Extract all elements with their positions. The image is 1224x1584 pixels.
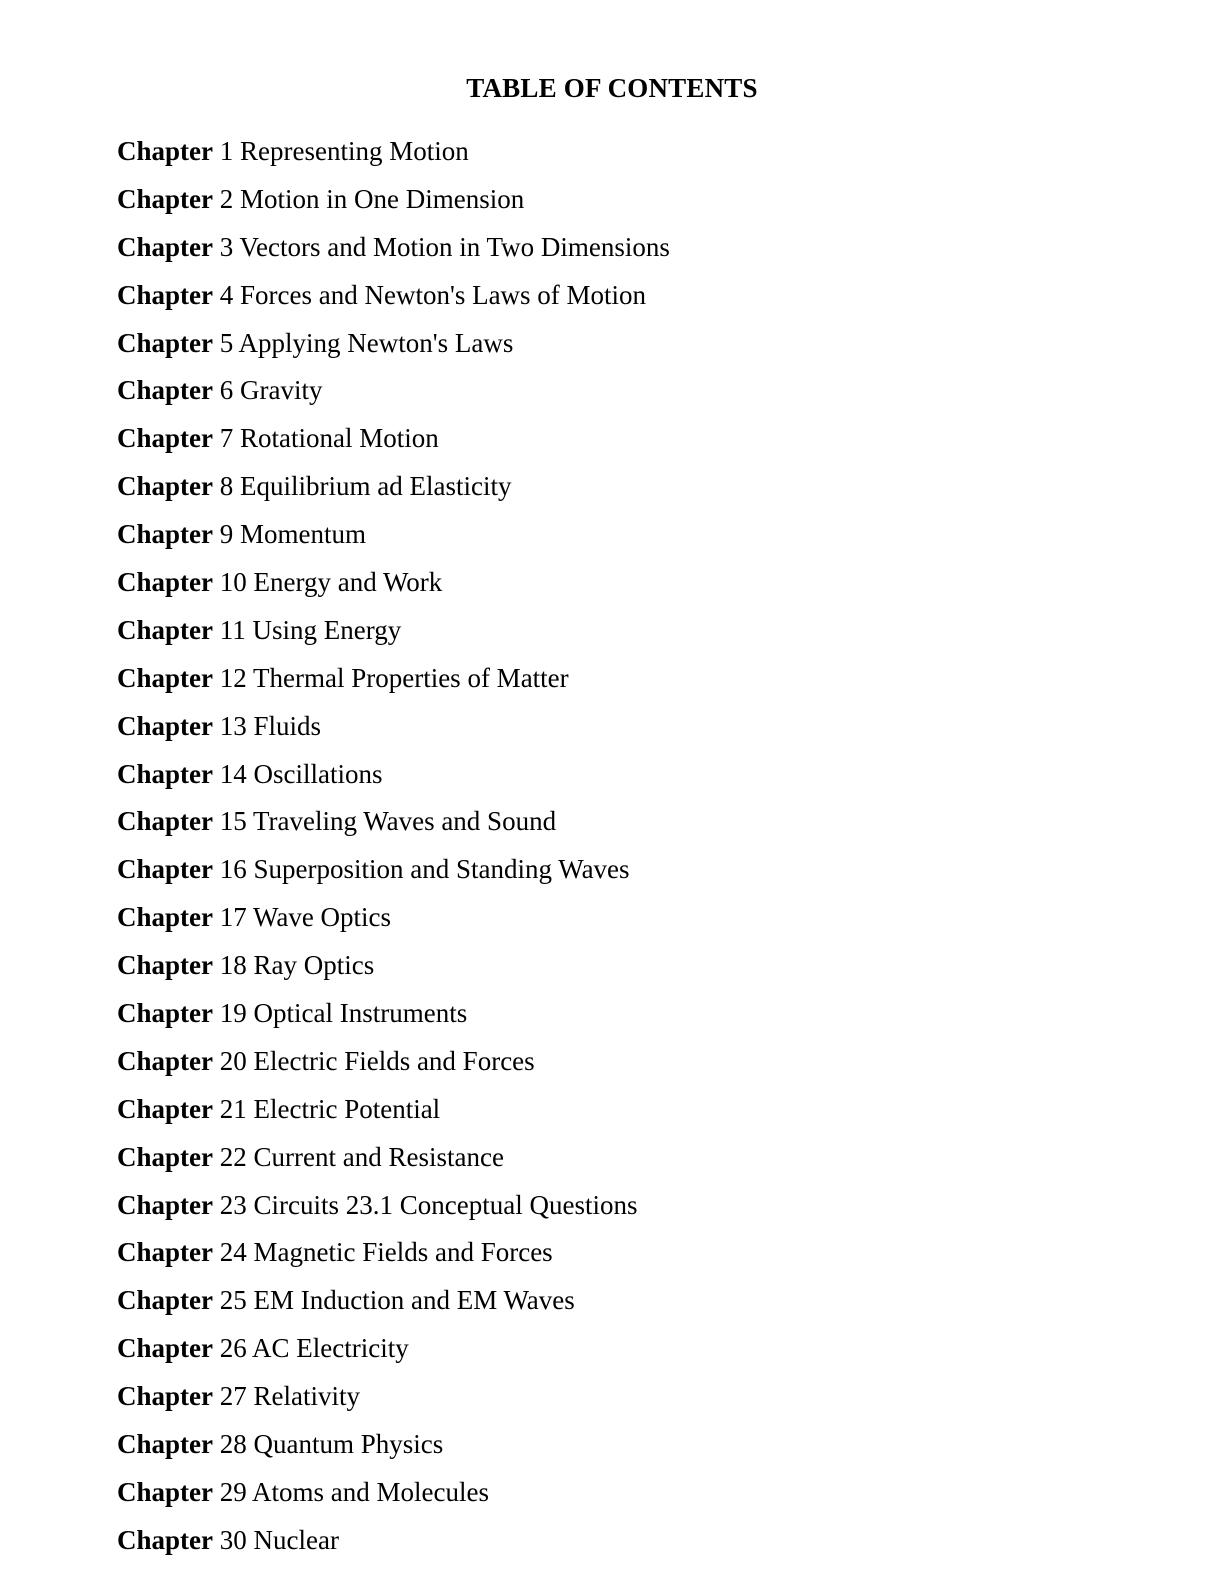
toc-entry-prefix: Chapter: [117, 902, 213, 933]
toc-entry: [117, 1523, 670, 1571]
toc-entry-prefix: Chapter: [117, 136, 213, 166]
toc-entry-prefix: Chapter: [117, 423, 213, 454]
toc-entry-title: 6 Gravity: [219, 375, 323, 406]
toc-entry-title: 16 Superposition and Standing Waves: [219, 854, 630, 885]
toc-entry-title: 8 Equilibrium ad Elasticity: [219, 471, 512, 502]
toc-entry-prefix: Chapter: [117, 519, 213, 550]
toc-entry-title: 23 Circuits 23.1 Conceptual Questions: [219, 1189, 638, 1220]
toc-entry: [117, 182, 670, 230]
toc-entry-title: 22 Current and Resistance: [219, 1141, 504, 1172]
toc-entry: [117, 1475, 670, 1523]
toc-entry: [117, 1044, 670, 1092]
toc-entry: [117, 900, 670, 948]
toc-entry-prefix: Chapter: [117, 327, 213, 358]
toc-entry: [117, 1092, 670, 1140]
toc-entry-prefix: Chapter: [117, 1285, 213, 1316]
toc-entry-prefix: Chapter: [117, 1476, 213, 1507]
toc-entry-title: 9 Momentum: [219, 519, 366, 550]
toc-entry: [117, 661, 670, 709]
toc-entry-prefix: Chapter: [117, 279, 213, 310]
toc-entry-title: 25 EM Induction and EM Waves: [219, 1285, 575, 1316]
toc-entry-prefix: Chapter: [117, 614, 213, 645]
toc-entry-prefix: Chapter: [117, 1237, 213, 1268]
toc-entry-title: 13 Fluids: [219, 710, 322, 741]
toc-entry-prefix: Chapter: [117, 471, 213, 502]
toc-entry-prefix: Chapter: [117, 758, 213, 789]
toc-entry-title: 7 Rotational Motion: [219, 423, 439, 454]
toc-entry-prefix: Chapter: [117, 1333, 213, 1364]
toc-entry-prefix: Chapter: [117, 1524, 213, 1555]
toc-entry-title: 12 Thermal Properties of Matter: [219, 662, 569, 693]
toc-entry-title: 29 Atoms and Molecules: [219, 1476, 489, 1507]
toc-entry-prefix: Chapter: [117, 1381, 213, 1412]
toc-entry: [117, 613, 670, 661]
toc-entry: [117, 1140, 670, 1188]
toc-entry-title: 17 Wave Optics: [219, 902, 392, 933]
toc-entry-title: 27 Relativity: [219, 1381, 360, 1412]
toc-entry-prefix: Chapter: [117, 1093, 213, 1124]
toc-entry: [117, 757, 670, 805]
toc-entry-prefix: Chapter: [117, 950, 213, 981]
toc-entry: [117, 230, 670, 278]
toc-entry: [117, 326, 670, 374]
toc-entry: [117, 373, 670, 421]
toc-entry-prefix: Chapter: [117, 806, 213, 837]
toc-entry-title: 11 Using Energy: [219, 614, 402, 645]
toc-entry-prefix: Chapter: [117, 854, 213, 885]
toc-entry-prefix: Chapter: [117, 183, 213, 214]
toc-entry-title: 15 Traveling Waves and Sound: [219, 806, 557, 837]
toc-entry-title: 24 Magnetic Fields and Forces: [219, 1237, 553, 1268]
toc-entry: [117, 1331, 670, 1379]
toc-entry: [117, 996, 670, 1044]
toc-entry-title: 10 Energy and Work: [219, 567, 443, 598]
toc-entry: [117, 565, 670, 613]
toc-entry: [117, 1188, 670, 1236]
toc-entry-title: 1 Representing Motion: [219, 136, 469, 166]
toc-entry-prefix: Chapter: [117, 231, 213, 262]
toc-entry-prefix: Chapter: [117, 1045, 213, 1076]
toc-entry: [117, 1283, 670, 1331]
toc-entry-title: 5 Applying Newton's Laws: [219, 327, 514, 358]
toc-entry-prefix: Chapter: [117, 1189, 213, 1220]
toc-entry-title: 20 Electric Fields and Forces: [219, 1045, 535, 1076]
toc-entry-title: 18 Ray Optics: [219, 950, 375, 981]
toc-entry: [117, 948, 670, 996]
toc-entry: [117, 421, 670, 469]
toc-entry-prefix: Chapter: [117, 375, 213, 406]
toc-entry-prefix: Chapter: [117, 567, 213, 598]
toc-list: [117, 134, 670, 1571]
toc-entry: [117, 709, 670, 757]
page-title: TABLE OF CONTENTS: [466, 73, 758, 103]
toc-entry-title: 4 Forces and Newton's Laws of Motion: [219, 279, 647, 310]
toc-entry: [117, 469, 670, 517]
toc-entry-title: 21 Electric Potential: [219, 1093, 441, 1124]
toc-entry-prefix: Chapter: [117, 662, 213, 693]
toc-entry-title: 2 Motion in One Dimension: [219, 183, 525, 214]
toc-entry-title: 28 Quantum Physics: [219, 1429, 444, 1460]
toc-entry: [117, 278, 670, 326]
toc-entry: [117, 1379, 670, 1427]
toc-entry-prefix: Chapter: [117, 710, 213, 741]
toc-entry-title: 26 AC Electricity: [219, 1333, 409, 1364]
toc-entry-title: 14 Oscillations: [219, 758, 383, 789]
toc-entry: [117, 804, 670, 852]
toc-entry: [117, 1427, 670, 1475]
toc-entry: [117, 852, 670, 900]
toc-entry-title: 19 Optical Instruments: [219, 998, 468, 1029]
toc-entry-title: 30 Nuclear: [219, 1524, 339, 1555]
toc-entry-title: 3 Vectors and Motion in Two Dimensions: [219, 231, 670, 262]
toc-entry: [117, 134, 670, 182]
toc-entry-prefix: Chapter: [117, 1141, 213, 1172]
toc-entry-prefix: Chapter: [117, 1429, 213, 1460]
toc-entry: [117, 1235, 670, 1283]
toc-entry: [117, 517, 670, 565]
toc-entry-prefix: Chapter: [117, 998, 213, 1029]
